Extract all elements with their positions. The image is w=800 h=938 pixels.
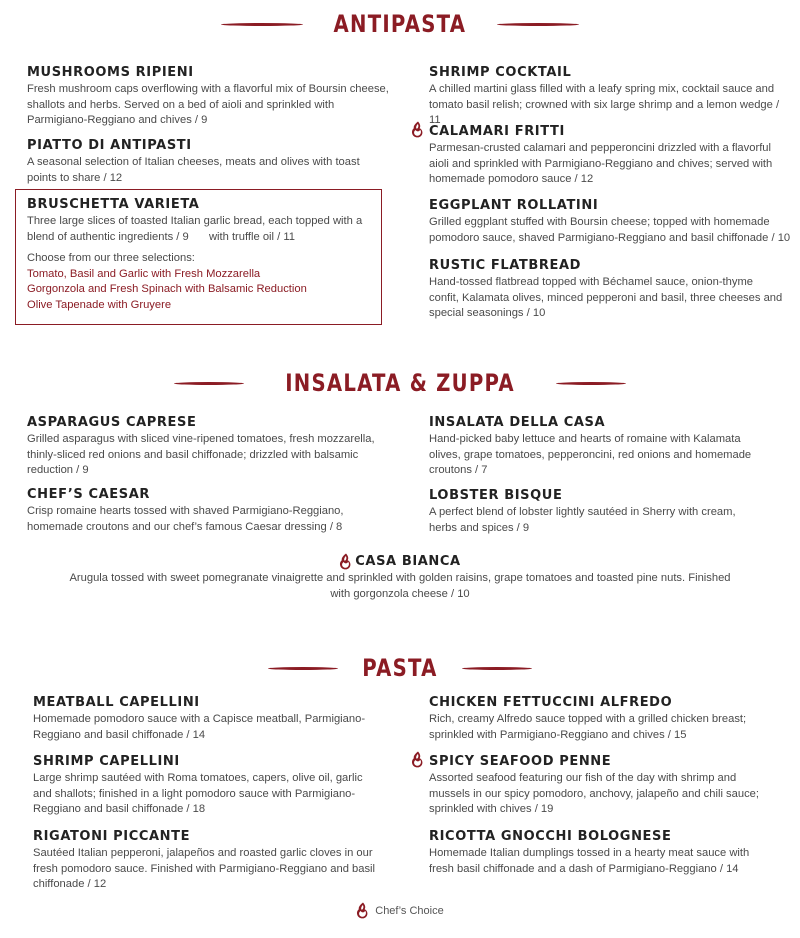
header-rule-right <box>462 667 532 670</box>
bruschetta-description: Three large slices of toasted Italian garlic bread, each topped with a blend of authentic ingredients / 9 <box>27 215 363 243</box>
item-name: CASA BIANCA <box>355 554 461 569</box>
item-description: Hand-tossed flatbread topped with Béchamel sauce, onion-thyme confit, Kalamata olives, minced pepperoni and basil, three cheeses and special seasonings / 10 <box>429 276 783 320</box>
header-rule-right <box>556 382 626 385</box>
menu-item-rigatoni <box>33 828 398 893</box>
menu-item-flatbread <box>429 257 784 322</box>
menu-item-lobster <box>429 487 759 536</box>
choice-item: Olive Tapenade with Gruyere <box>27 298 172 311</box>
section-header-pasta <box>0 653 800 683</box>
item-name: EGGPLANT ROLLATINI <box>429 198 599 213</box>
menu-item-eggplant <box>429 197 794 246</box>
item-name: RIGATONI PICCANTE <box>33 829 191 844</box>
item-description: A chilled martini glass filled with a leafy spring mix, cocktail sauce and tomato basil relish; crowned with six large shrimp and a lemon wedge / 11 <box>429 83 780 127</box>
item-name: PIATTO DI ANTIPASTI <box>27 138 192 153</box>
item-name: ASPARAGUS CAPRESE <box>27 415 197 430</box>
section-title-antipasta: ANTIPASTA <box>333 10 467 38</box>
item-description: Fresh mushroom caps overflowing with a flavorful mix of Boursin cheese, shallots and herbs. Served on a bed of aioli and sprinkled with Parmigiano-Reggiano and chives / 9 <box>27 83 389 127</box>
choices-label: Choose from our three selections: <box>27 252 195 265</box>
item-description: Sautéed Italian pepperoni, jalapeños and roasted garlic cloves in our fresh pomodoro sauce. Finished with Parmigiano-Reggiano and basil chiffonade / 12 <box>33 847 376 891</box>
item-name: INSALATA DELLA CASA <box>429 415 606 430</box>
choice-item: Gorgonzola and Fresh Spinach with Balsamic Reduction <box>27 283 307 296</box>
menu-item-shrimp-capellini <box>33 753 383 818</box>
item-description: Large shrimp sautéed with Roma tomatoes, capers, olive oil, garlic and shallots; finished in a light pomodoro sauce with Parmigiano-Reggiano and basil chiffonade / 18 <box>33 772 363 816</box>
header-rule-right <box>497 23 579 26</box>
item-name: CHEF’S CAESAR <box>27 487 150 502</box>
chef-choice-legend <box>0 902 800 919</box>
header-rule-left <box>221 23 303 26</box>
item-description: Grilled eggplant stuffed with Boursin cheese; topped with homemade pomodoro sauce, shaved Parmigiano-Reggiano and basil chiffonade / 10 <box>429 216 791 244</box>
menu-item-caesar <box>27 486 367 535</box>
item-name: RICOTTA GNOCCHI BOLOGNESE <box>429 829 672 844</box>
section-header-antipasta <box>0 9 800 39</box>
menu-item-chicken-alfredo <box>429 694 774 743</box>
menu-item-bruschetta <box>27 196 372 314</box>
menu-item-asparagus <box>27 414 377 479</box>
menu-item-shrimp-cocktail <box>429 64 789 129</box>
item-name: MUSHROOMS RIPIENI <box>27 65 194 80</box>
item-name: SHRIMP COCKTAIL <box>429 65 572 80</box>
item-name: BRUSCHETTA VARIETA <box>27 197 200 212</box>
item-description: Homemade Italian dumplings tossed in a hearty meat sauce with fresh basil chiffonade and a dash of Parmigiano-Reggiano / 14 <box>429 847 750 875</box>
item-description: Assorted seafood featuring our fish of the day with shrimp and mussels in our spicy pomodoro, anchovy, jalapeño and chili sauce; sprinkled with chives / 19 <box>429 772 760 816</box>
menu-item-insalata-casa <box>429 414 769 479</box>
header-rule-left <box>268 667 338 670</box>
item-name: CALAMARI FRITTI <box>429 124 565 139</box>
item-description: Crisp romaine hearts tossed with shaved Parmigiano-Reggiano, homemade croutons and our chef’s famous Caesar dressing / 8 <box>27 505 344 533</box>
item-name: MEATBALL CAPELLINI <box>33 695 200 710</box>
menu-item-calamari <box>429 123 779 188</box>
item-description <box>27 214 372 245</box>
item-name: SHRIMP CAPELLINI <box>33 754 180 769</box>
menu-item-gnocchi <box>429 828 759 877</box>
item-name: RUSTIC FLATBREAD <box>429 258 582 273</box>
item-description: Homemade pomodoro sauce with a Capisce meatball, Parmigiano-Reggiano and basil chiffonade / 14 <box>33 713 366 741</box>
chef-choice-icon <box>356 902 368 919</box>
item-name: SPICY SEAFOOD PENNE <box>429 754 612 769</box>
menu-item-mushrooms <box>27 64 392 129</box>
section-header-insalata <box>0 368 800 398</box>
legend-label: Chef’s Choice <box>375 904 444 917</box>
item-description: Grilled asparagus with sliced vine-ripened tomatoes, fresh mozzarella, thinly-sliced red onions and basil chiffonade; drizzled with balsamic reduction / 9 <box>27 433 375 477</box>
item-description: Arugula tossed with sweet pomegranate vinaigrette and sprinkled with golden raisins, grape tomatoes and toasted pine nuts. Finished with gorgonzola cheese / 10 <box>69 572 731 600</box>
item-name: CHICKEN FETTUCCINI ALFREDO <box>429 695 673 710</box>
truffle-oil-option: with truffle oil / 11 <box>208 230 295 243</box>
header-rule-left <box>174 382 244 385</box>
item-description: Parmesan-crusted calamari and pepperoncini drizzled with a flavorful aioli and sprinkled with Parmigiano-Reggiano and chives; served with homemade pomodoro sauce / 12 <box>429 142 773 186</box>
item-description: Hand-picked baby lettuce and hearts of romaine with Kalamata olives, grape tomatoes, pepperoncini, red onions and homemade croutons / 7 <box>429 433 752 477</box>
item-description: A seasonal selection of Italian cheeses, meats and olives with toast points to share / 12 <box>27 156 360 184</box>
item-description: Rich, creamy Alfredo sauce topped with a grilled chicken breast; sprinkled with Parmigiano-Reggiano and chives / 15 <box>429 713 747 741</box>
menu-item-casa-bianca <box>60 553 740 602</box>
menu-item-meatball-capellini <box>33 694 373 743</box>
item-name: LOBSTER BISQUE <box>429 488 563 503</box>
chef-choice-icon <box>339 553 351 570</box>
choice-item: Tomato, Basil and Garlic with Fresh Mozzarella <box>27 267 261 280</box>
menu-item-piatto <box>27 137 392 186</box>
item-description: A perfect blend of lobster lightly sautéed in Sherry with cream, herbs and spices / 9 <box>429 506 736 534</box>
chef-choice-icon <box>411 121 427 143</box>
section-title-pasta: PASTA <box>362 654 438 682</box>
section-title-insalata: INSALATA & ZUPPA <box>285 369 515 397</box>
chef-choice-icon <box>411 751 427 773</box>
menu-item-spicy-seafood <box>429 753 769 818</box>
